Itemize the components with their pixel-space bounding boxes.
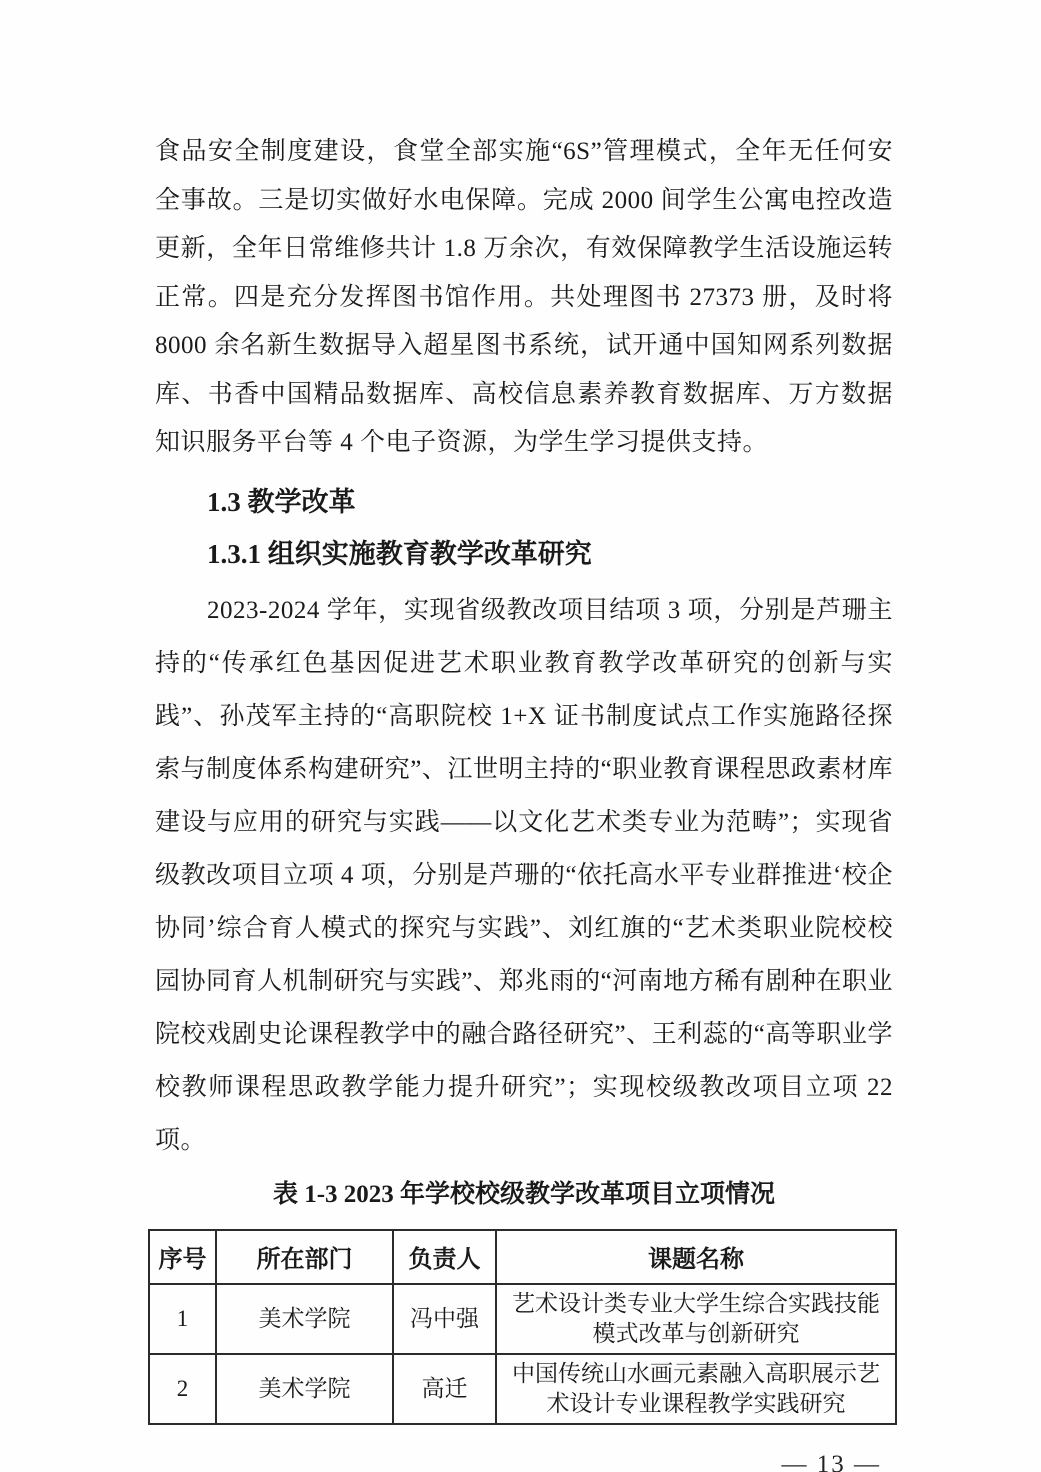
projects-table bbox=[148, 1229, 897, 1425]
cell-topic: 中国传统山水画元素融入高职展示艺术设计专业课程教学实践研究 bbox=[496, 1354, 896, 1424]
table-row bbox=[149, 1284, 896, 1354]
cell-department: 美术学院 bbox=[216, 1354, 393, 1424]
page-content bbox=[155, 128, 893, 1472]
cell-number: 2 bbox=[149, 1354, 216, 1424]
table-caption: 表 1-3 2023 年学校校级教学改革项目立项情况 bbox=[272, 1180, 776, 1208]
cell-department: 美术学院 bbox=[216, 1284, 393, 1354]
cell-number: 1 bbox=[149, 1284, 216, 1354]
header-cell-topic: 课题名称 bbox=[496, 1230, 896, 1284]
subsection-heading-1-3-1: 1.3.1 组织实施教育教学改革研究 bbox=[207, 538, 592, 569]
section-heading-1-3: 1.3 教学改革 bbox=[207, 486, 356, 517]
table-row bbox=[149, 1354, 896, 1424]
page-number: — 13 — bbox=[781, 1450, 881, 1472]
header-cell-department: 所在部门 bbox=[216, 1230, 393, 1284]
cell-topic: 艺术设计类专业大学生综合实践技能模式改革与创新研究 bbox=[496, 1284, 896, 1354]
paragraph-teaching-reform: 2023-2024 学年，实现省级教改项目结项 3 项，分别是芦珊主持的“传承红色基因促进艺术职业教育教学改革研究的创新与实践”、孙茂军主持的“高职院校 1+X 证书制度试点工作实施路径探索与制度体系构建研究”、江世明主持的“职业教育课程思政素材库建设与应用的研究与实践——以文化艺术类专业为范畴”；实现省级教改项目立项 4 项，分别是芦珊的“依托高水平专业群推进‘校企协同’综合育人模式的探究与实践”、刘红旗的“艺术类职业院校校园协同育人机制研究与实践”、郑兆雨的“河南地方稀有剧种在职业院校戏剧史论课程教学中的融合路径研究”、王利蕊的“高等职业学校教师课程思政教学能力提升研究”；实现校级教改项目立项 22 项。 bbox=[155, 596, 893, 1154]
table-header-row bbox=[149, 1230, 896, 1284]
paragraph-campus-services: 食品安全制度建设，食堂全部实施“6S”管理模式，全年无任何安全事故。三是切实做好水电保障。完成 2000 间学生公寓电控改造更新，全年日常维修共计 1.8 万余次，有效保障教学生活设施运转正常。四是充分发挥图书馆作用。共处理图书 27373 册，及时将 8000 余名新生数据导入超星图书系统，试开通中国知网系列数据库、书香中国精品数据库、高校信息素养教育数据库、万方数据知识服务平台等 4 个电子资源，为学生学习提供支持。 bbox=[155, 138, 893, 456]
cell-leader: 高迁 bbox=[393, 1354, 496, 1424]
header-cell-leader: 负责人 bbox=[393, 1230, 496, 1284]
header-cell-number: 序号 bbox=[149, 1230, 216, 1284]
cell-leader: 冯中强 bbox=[393, 1284, 496, 1354]
